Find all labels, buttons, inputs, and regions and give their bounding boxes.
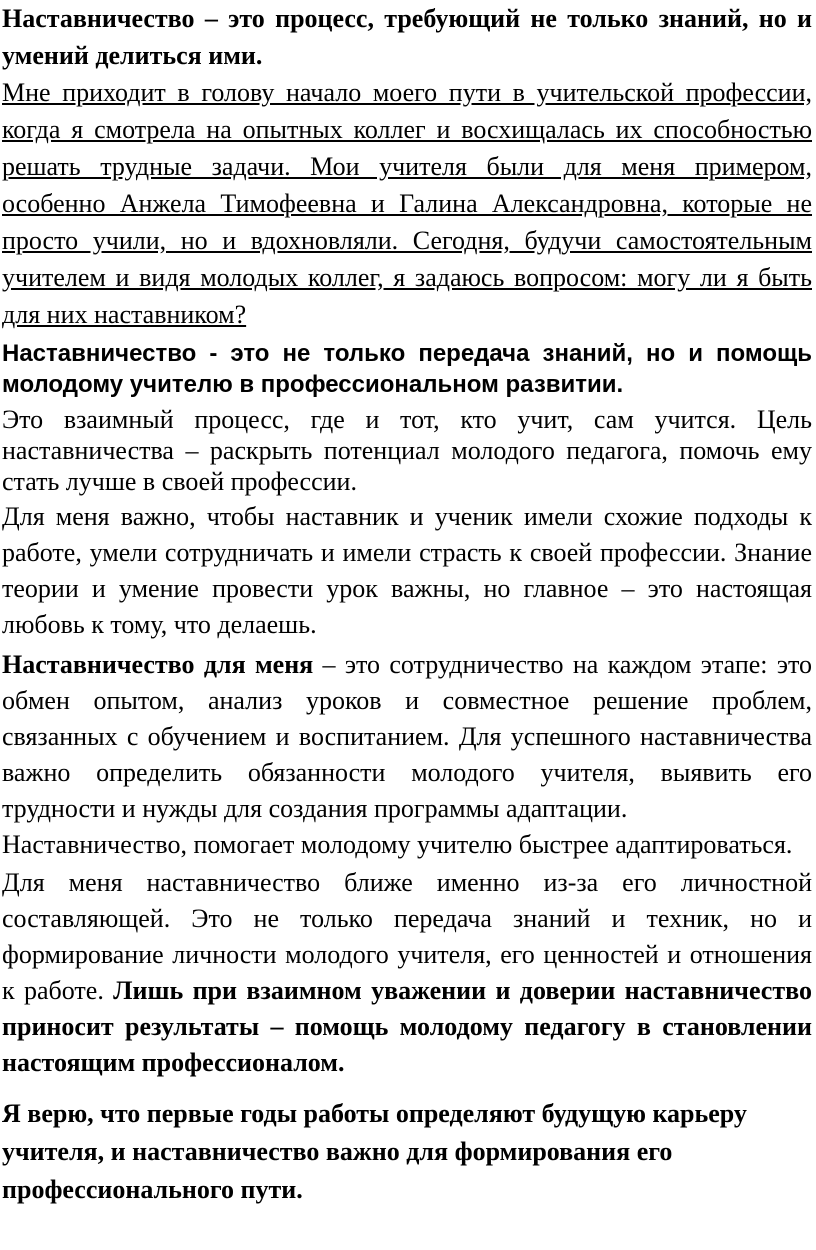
paragraph-3-bold: Наставничество для меня — [2, 650, 314, 679]
paragraph-3-rest: – это сотрудничество на каждом этапе: это обмен опытом, анализ уроков и совместное решение проблем, связанных с обучением и воспитанием. Для успешного наставничества важно определить обязанности молодого учителя, выявить его трудности и нужды для создания программы адаптации. — [2, 650, 812, 823]
intro-paragraph: Мне приходит в голову начало моего пути в учительской профессии, когда я смотрела на опытных коллег и восхищалась их способностью решать трудные задачи. Мои учителя были для меня примером, особенно Анжела Тимофеевна и Галина Александровна, которые не просто учили, но и вдохновляли. Сегодня, будучи самостоятельным учителем и видя молодых коллег, я задаюсь вопросом: могу ли я быть для них наставником? — [2, 78, 812, 329]
paragraph-5 — [2, 865, 812, 1081]
paragraph-1: Это взаимный процесс, где и тот, кто учит, сам учится. Цель наставничества – раскрыть потенциал молодого педагога, помочь ему стать лучше в своей профессии. — [2, 405, 812, 496]
intro-heading: Наставничество – это процесс, требующий не только знаний, но и умений делиться ими. — [2, 4, 812, 70]
subheading: Наставничество - это не только передача знаний, но и помощь молодому учителю в профессиональном развитии. — [2, 340, 812, 398]
paragraph-4: Наставничество, помогает молодому учителю быстрее адаптироваться. — [2, 830, 793, 859]
final-paragraph: Я верю, что первые годы работы определяют будущую карьеру учителя, и наставничество важно для формирования его профессионального пути. — [2, 1099, 747, 1204]
paragraph-5-bold: Лишь при взаимном уважении и доверии наставничество приносит результаты – помощь молодому педагогу в становлении настоящим профессионалом. — [2, 976, 812, 1077]
paragraph-2: Для меня важно, чтобы наставник и ученик имели схожие подходы к работе, умели сотрудничать и имели страсть к своей профессии. Знание теории и умение провести урок важны, но главное – это настоящая любовь к тому, что делаешь. — [2, 502, 812, 639]
paragraph-5-normal: Для меня наставничество ближе именно из-за его личностной составляющей. Это не только передача знаний и техник, но и формирование личности молодого учителя, его ценностей и отношения к работе. — [2, 868, 812, 1005]
paragraph-3 — [2, 647, 812, 827]
